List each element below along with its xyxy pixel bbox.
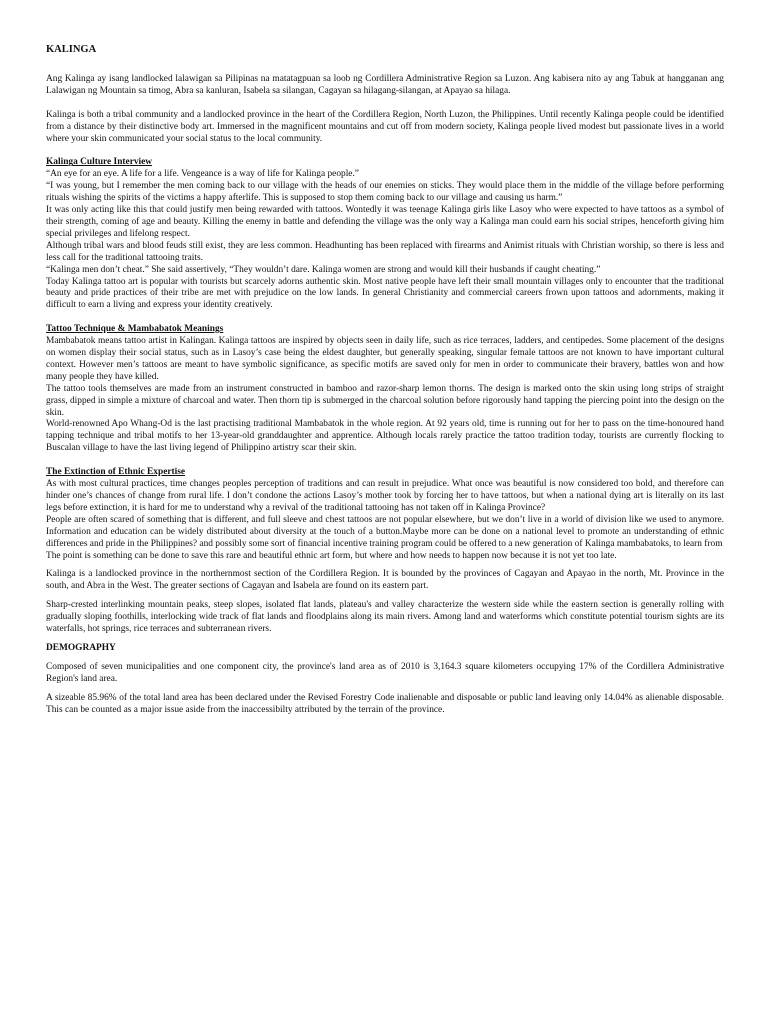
intro-paragraph-english: Kalinga is both a tribal community and a landlocked province in the heart of the Cordillera Region, North Luzon, the Philippines. Until recently Kalinga people could be identified from a distance by their distinctive body art. Immersed in the magnificent mountains and cut off from modern society, Kalinga people lived modest but passionate lives in a world where your skin communicated your social status to the local community.	[46, 109, 724, 144]
technique-paragraph-apo-whang-od: World-renowned Apo Whang-Od is the last practising traditional Mambabatok in the whole region. At 92 years old, time is running out for her to pass on the time-honoured hand tapping technique and tribal motifs to her 13-year-old granddaughter and apprentice. Although locals rarely practice the tattoo tradition today, tourists are currently flocking to Buscalan village to have the last living legend of Philippino artistry scar their skin.	[46, 419, 724, 454]
section-heading-interview: Kalinga Culture Interview	[46, 157, 153, 168]
section-heading-technique: Tattoo Technique & Mambabatok Meanings	[46, 324, 224, 335]
technique-paragraph-tools: The tattoo tools themselves are made from an instrument constructed in bamboo and razor-sharp lemon thorns. The design is marked onto the skin using long strips of straight grass, dipped in simple a mixture of charcoal and water. Then thorn tip is submerged in the charcoal solution before rigorously hand tapping the piercing point into the design on the skin.	[46, 383, 724, 418]
demography-paragraph-forest: A sizeable 85.96% of the total land area has been declared under the Revised Forestry Code inalienable and disposable or public land leaving only 14.04% as alienable disposable. This can be counted as a major issue aside from the inaccessibilty attributed by the terrain of the province.	[46, 692, 724, 715]
interview-paragraph-feuds: Although tribal wars and blood feuds still exist, they are less common. Headhunting has been replaced with firearms and Animist rituals with Christian worship, so there is less and less call for the traditional tattooing traits.	[46, 240, 724, 263]
extinction-paragraph-division: People are often scared of something that is different, and full sleeve and chest tattoos are not popular elsewhere, but we don’t live in a world of division like we used to anymore. Information and education can be widely distributed about diversity at the touch of a button.Maybe more can be done on a national level to promote an understanding of ethnic differences and pride in the Philippines? and possibly some sort of financial incentive training program could be offered to a new generation of Kalinga mambabatoks, to learn from	[46, 514, 724, 549]
extinction-paragraph-point: The point is something can be done to save this rare and beautiful ethnic art form, but where and how needs to happen now because it is not yet too late.	[46, 550, 617, 561]
interview-quote-vengeance: “An eye for an eye. A life for a life. Vengeance is a way of life for Kalinga people.”	[46, 169, 359, 180]
landlocked-paragraph: Kalinga is a landlocked province in the northernmost section of the Cordillera Region. It is bounded by the provinces of Cagayan and Apayao in the north, Mt. Province in the south, and Abra in the West. The greater sections of Cagayan and Isabela are found on its eastern part.	[46, 569, 724, 592]
interview-paragraph-today: Today Kalinga tattoo art is popular with tourists but scarcely adorns authentic skin. Most native people have left their small mountain villages only to encounter that the traditional beauty and pride practices of their tribe are met with prejudice on the low lands. In general Christianity and commercial careers frown upon tattoos and adornments, making it difficult to earn a living and express your identity creatively.	[46, 276, 724, 311]
document-title: KALINGA	[46, 44, 97, 55]
section-heading-extinction: The Extinction of Ethnic Expertise	[46, 467, 186, 478]
technique-paragraph-meaning: Mambabatok means tattoo artist in Kalingan. Kalinga tattoos are inspired by objects seen in daily life, such as rice terraces, ladders, and centipedes. Some placement of the designs on women display their social status, such as in Lasoy’s case being the eldest daughter, but generally speaking, singular female tattoos are not known to have important cultural context. However men’s tattoos are meant to have symbolic significance, as specific motifs are saved only for men in order to communicate their bravery, battles won and how many people they have killed.	[46, 336, 724, 382]
section-heading-demography: DEMOGRAPHY	[46, 642, 116, 653]
terrain-paragraph: Sharp-crested interlinking mountain peaks, steep slopes, isolated flat lands, plateau's and valley characterize the western side while the eastern section is generally rolling with gradually sloping foothills, interlocking wide track of flat lands and floodplains along its main rivers. Among land and waterforms which constitute potential tourism sights are its waterfalls, hot springs, rice terraces and subterranean rivers.	[46, 600, 724, 635]
interview-quote-heads: “I was young, but I remember the men coming back to our village with the heads of our enemies on sticks. They would place them in the middle of the village before performing rituals wishing the spirits of the victims a happy afterlife. This is supposed to stop them coming back to our village and causing us harm.”	[46, 181, 724, 204]
intro-paragraph-tagalog: Ang Kalinga ay isang landlocked lalawigan sa Pilipinas na matatagpuan sa loob ng Cordillera Administrative Region sa Luzon. Ang kabisera nito ay ang Tabuk at hangganan ang Lalawigan ng Mountain sa timog, Abra sa kanluran, Isabela sa silangan, Cagayan sa hilagang-silangan, at Apayao sa hilaga.	[46, 73, 724, 96]
interview-paragraph-tattoos: It was only acting like this that could justify men being rewarded with tattoos. Wontedly it was teenage Kalinga girls like Lasoy who were expected to have tattoos as a symbol of their strength, coming of age and beauty. Killing the enemy in battle and defending the village was the only way a Kalinga man could earn his social stripes, henceforth giving him special privileges and lifelong respect.	[46, 205, 724, 239]
document-page	[46, 44, 724, 717]
extinction-paragraph-perception: As with most cultural practices, time changes peoples perception of traditions and can result in prejudice. What once was beautiful is now considered too bold, and therefore can hinder one’s chances of change from rural life. I don’t condone the actions Lasoy’s mother took by forcing her to have tattoos, but when a national dying art is literally on its last legs before extinction, it is hard for me to understand why a revival of the traditional tattooing has not taken off in Kalinga Province?	[46, 479, 724, 513]
interview-quote-cheat: “Kalinga men don’t cheat.” She said assertively, “They wouldn’t dare. Kalinga women are strong and would kill their husbands if caught cheating.”	[46, 264, 601, 275]
demography-paragraph-area: Composed of seven municipalities and one component city, the province's land area as of 2010 is 3,164.3 square kilometers occupying 17% of the Cordillera Administrative Region's land area.	[46, 661, 724, 684]
